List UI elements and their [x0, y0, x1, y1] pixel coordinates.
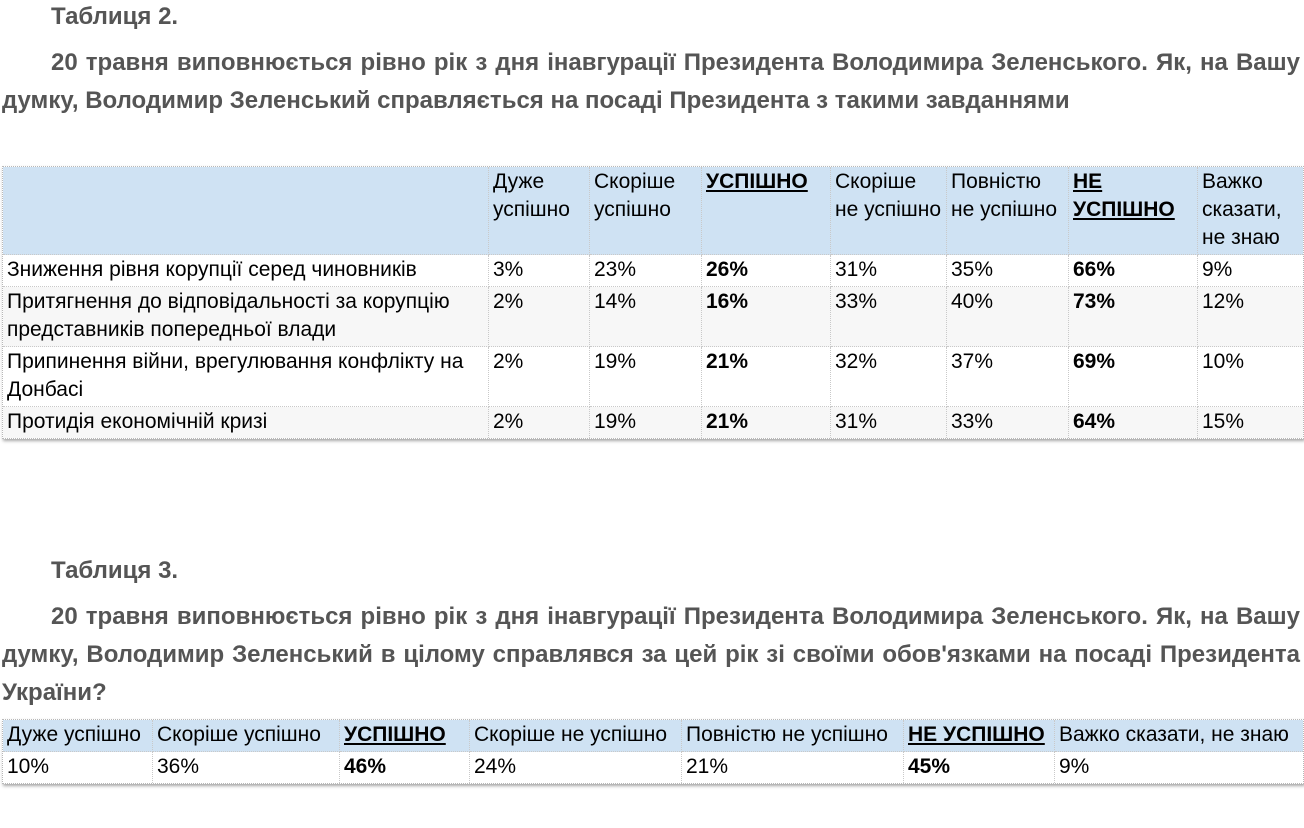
table2-cell-successful-total: 21% [702, 407, 831, 438]
table2-cell: 23% [590, 255, 702, 287]
table2-cell: 33% [947, 407, 1069, 438]
table3-cell: 9% [1059, 755, 1090, 778]
table2-cell: 2% [489, 347, 590, 407]
table-row [3, 287, 1303, 347]
table2-cell: 32% [831, 347, 947, 407]
table2-cell: 2% [489, 407, 590, 438]
table2-header-unsuccessful: НЕ УСПІШНО [1069, 167, 1198, 255]
table3-cell-unsuccessful-total: 45% [904, 752, 1055, 783]
table-row [3, 255, 1303, 287]
table3-header-rather-successful: Скоріше успішно [153, 720, 340, 752]
table3-header-very-successful: Дуже успішно [3, 720, 153, 752]
table2-row-label: Протидія економічній кризі [3, 407, 489, 438]
table3-label: Таблиця 3. [51, 557, 179, 584]
table2-cell: 40% [947, 287, 1069, 347]
table3-header-row [3, 720, 1303, 752]
table2-label: Таблиця 2. [51, 3, 179, 30]
table2-cell-unsuccessful-total: 64% [1069, 407, 1198, 438]
table3-cell: 21% [682, 752, 904, 783]
table2-header-rather-successful: Скоріше успішно [590, 167, 702, 255]
table2-cell-unsuccessful-total: 66% [1069, 255, 1198, 287]
table2-cell: 12% [1198, 287, 1303, 347]
table3-cell: 10% [3, 752, 153, 783]
table2-cell: 19% [590, 407, 702, 438]
table2-cell: 31% [831, 407, 947, 438]
table3-header-unsuccessful: НЕ УСПІШНО [904, 720, 1055, 752]
table2-cell: 19% [590, 347, 702, 407]
table2-cell: 33% [831, 287, 947, 347]
table2-cell: 37% [947, 347, 1069, 407]
table2-cell-unsuccessful-total: 73% [1069, 287, 1198, 347]
table2-cell: 9% [1198, 255, 1303, 287]
table2-row-label: Припинення війни, врегулювання конфлікту на Донбасі [3, 347, 489, 407]
table2-header-fully-unsuccessful: Повністю не успішно [947, 167, 1069, 255]
table3-cell: 36% [153, 752, 340, 783]
table-row [3, 752, 1303, 783]
table2-header-hard-to-say: Важко сказати, не знаю [1198, 167, 1303, 255]
table3-header-rather-unsuccessful: Скоріше не успішно [470, 720, 682, 752]
table3-header-successful: УСПІШНО [340, 720, 470, 752]
table2-cell: 35% [947, 255, 1069, 287]
table2-row-label: Зниження рівня корупції серед чиновників [3, 255, 489, 287]
table3-question: 20 травня виповнюється рівно рік з дня інавгурації Президента Володимира Зеленського. Як, на Вашу думку, Володимир Зеленський в цілому справлявся за цей рік зі своїми обов'язками на посаді Президента України? [2, 603, 1300, 706]
table2-cell: 31% [831, 255, 947, 287]
table2-header-successful: УСПІШНО [702, 167, 831, 255]
table2-cell: 3% [489, 255, 590, 287]
table-row [3, 347, 1303, 407]
table2-cell-successful-total: 21% [702, 347, 831, 407]
table2-header-very-successful: Дуже успішно [489, 167, 590, 255]
table2-cell-unsuccessful-total: 69% [1069, 347, 1198, 407]
table2-header-row [3, 167, 1303, 255]
table3-cell-successful-total: 46% [340, 752, 470, 783]
table3-header-hard-to-say: Важко сказати, не знаю [1055, 720, 1303, 752]
table2-cell: 10% [1198, 347, 1303, 407]
table2-cell: 2% [489, 287, 590, 347]
table2-cell: 15% [1198, 407, 1303, 438]
table2-header-rather-unsuccessful: Скоріше не успішно [831, 167, 947, 255]
table2-header-corner [3, 167, 489, 255]
table2-row-label: Притягнення до відповідальності за корупцію представників попередньої влади [3, 287, 489, 347]
table2-cell-successful-total: 26% [702, 255, 831, 287]
table3-header-fully-unsuccessful: Повністю не успішно [682, 720, 904, 752]
table2 [2, 166, 1304, 439]
table2-cell: 14% [590, 287, 702, 347]
table-row [3, 407, 1303, 438]
table2-question: 20 травня виповнюється рівно рік з дня інавгурації Президента Володимира Зеленського. Як, на Вашу думку, Володимир Зеленський справляється на посаді Президента з такими завданнями [2, 49, 1300, 114]
table3 [2, 719, 1304, 784]
table3-cell: 24% [470, 752, 682, 783]
table2-cell-successful-total: 16% [702, 287, 831, 347]
